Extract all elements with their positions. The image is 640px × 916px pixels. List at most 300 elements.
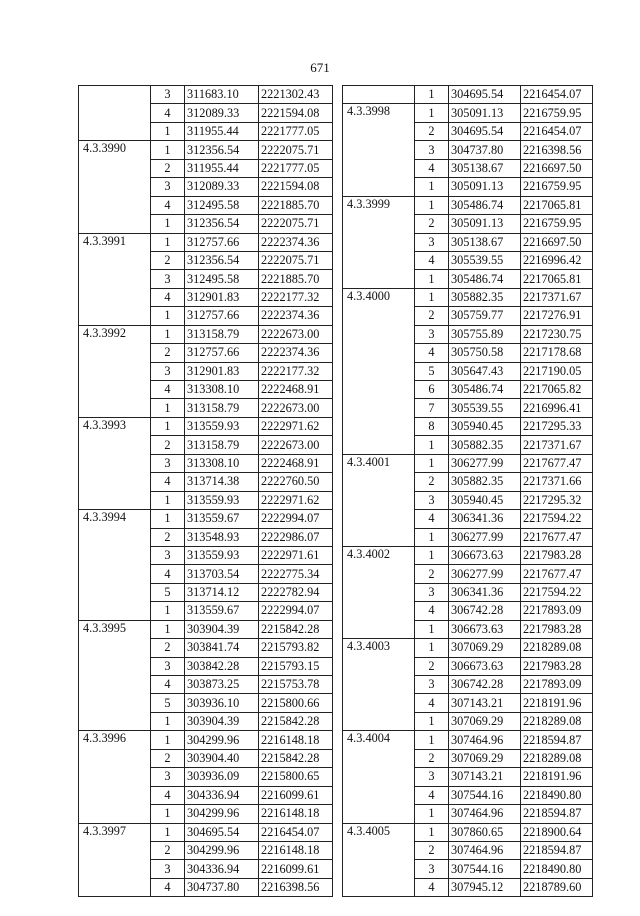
point-number-cell: 1 — [151, 731, 185, 749]
parcel-id-cell: 4.3.4003 — [343, 639, 415, 731]
point-number-cell: 2 — [151, 528, 185, 546]
point-number-cell: 2 — [415, 473, 449, 491]
y-coordinate-cell: 2222971.62 — [259, 491, 333, 509]
point-number-cell: 1 — [415, 196, 449, 214]
y-coordinate-cell: 2217295.32 — [521, 491, 593, 509]
y-coordinate-cell: 2221594.08 — [259, 104, 333, 122]
point-number-cell: 4 — [415, 878, 449, 896]
y-coordinate-cell: 2222468.91 — [259, 454, 333, 472]
point-number-cell: 4 — [415, 694, 449, 712]
y-coordinate-cell: 2218594.87 — [521, 841, 593, 859]
point-number-cell: 1 — [415, 86, 449, 104]
table-row — [343, 823, 593, 841]
x-coordinate-cell: 303936.10 — [185, 694, 259, 712]
table-row — [79, 510, 333, 528]
x-coordinate-cell: 305940.45 — [449, 417, 521, 435]
point-number-cell: 2 — [151, 159, 185, 177]
y-coordinate-cell: 2216148.18 — [259, 805, 333, 823]
table-row — [343, 104, 593, 122]
y-coordinate-cell: 2217178.68 — [521, 344, 593, 362]
x-coordinate-cell: 306673.63 — [449, 657, 521, 675]
x-coordinate-cell: 305091.13 — [449, 215, 521, 233]
point-number-cell: 1 — [415, 823, 449, 841]
point-number-cell: 4 — [415, 159, 449, 177]
point-number-cell: 4 — [151, 473, 185, 491]
x-coordinate-cell: 313308.10 — [185, 381, 259, 399]
table-row — [79, 823, 333, 841]
y-coordinate-cell: 2222971.61 — [259, 546, 333, 564]
parcel-id-cell: 4.3.3998 — [343, 104, 415, 196]
y-coordinate-cell: 2217276.91 — [521, 307, 593, 325]
y-coordinate-cell: 2215842.28 — [259, 620, 333, 638]
y-coordinate-cell: 2217983.28 — [521, 546, 593, 564]
y-coordinate-cell: 2221777.05 — [259, 122, 333, 140]
y-coordinate-cell: 2217295.33 — [521, 417, 593, 435]
y-coordinate-cell: 2217065.81 — [521, 196, 593, 214]
x-coordinate-cell: 303841.74 — [185, 639, 259, 657]
y-coordinate-cell: 2217983.28 — [521, 657, 593, 675]
point-number-cell: 1 — [151, 417, 185, 435]
y-coordinate-cell: 2217371.67 — [521, 288, 593, 306]
x-coordinate-cell: 313559.93 — [185, 546, 259, 564]
y-coordinate-cell: 2222986.07 — [259, 528, 333, 546]
point-number-cell: 4 — [415, 510, 449, 528]
y-coordinate-cell: 2217065.82 — [521, 381, 593, 399]
x-coordinate-cell: 304695.54 — [449, 86, 521, 104]
table-row — [79, 417, 333, 435]
y-coordinate-cell: 2216454.07 — [259, 823, 333, 841]
point-number-cell: 1 — [151, 307, 185, 325]
x-coordinate-cell: 312089.33 — [185, 178, 259, 196]
table-row — [79, 86, 333, 104]
point-number-cell: 1 — [415, 436, 449, 454]
y-coordinate-cell: 2216398.56 — [521, 141, 593, 159]
point-number-cell: 3 — [415, 676, 449, 694]
point-number-cell: 5 — [415, 362, 449, 380]
y-coordinate-cell: 2218191.96 — [521, 694, 593, 712]
point-number-cell: 1 — [415, 104, 449, 122]
x-coordinate-cell: 312495.58 — [185, 196, 259, 214]
y-coordinate-cell: 2215793.82 — [259, 639, 333, 657]
x-coordinate-cell: 307464.96 — [449, 731, 521, 749]
point-number-cell: 1 — [415, 178, 449, 196]
y-coordinate-cell: 2222075.71 — [259, 141, 333, 159]
point-number-cell: 4 — [151, 878, 185, 896]
y-coordinate-cell: 2218789.60 — [521, 878, 593, 896]
x-coordinate-cell: 306742.28 — [449, 602, 521, 620]
table-row — [343, 639, 593, 657]
point-number-cell: 1 — [151, 602, 185, 620]
x-coordinate-cell: 307464.96 — [449, 805, 521, 823]
point-number-cell: 2 — [415, 841, 449, 859]
x-coordinate-cell: 312089.33 — [185, 104, 259, 122]
point-number-cell: 1 — [151, 712, 185, 730]
y-coordinate-cell: 2222374.36 — [259, 344, 333, 362]
x-coordinate-cell: 313548.93 — [185, 528, 259, 546]
x-coordinate-cell: 303873.25 — [185, 676, 259, 694]
y-coordinate-cell: 2217594.22 — [521, 510, 593, 528]
point-number-cell: 2 — [151, 251, 185, 269]
x-coordinate-cell: 305138.67 — [449, 233, 521, 251]
x-coordinate-cell: 305882.35 — [449, 288, 521, 306]
point-number-cell: 2 — [151, 841, 185, 859]
x-coordinate-cell: 305091.13 — [449, 178, 521, 196]
x-coordinate-cell: 304737.80 — [185, 878, 259, 896]
x-coordinate-cell: 311955.44 — [185, 122, 259, 140]
parcel-id-cell: 4.3.4002 — [343, 546, 415, 638]
table-row — [79, 620, 333, 638]
point-number-cell: 3 — [415, 768, 449, 786]
point-number-cell: 2 — [415, 122, 449, 140]
point-number-cell: 3 — [415, 141, 449, 159]
x-coordinate-cell: 305091.13 — [449, 104, 521, 122]
parcel-id-cell: 4.3.3992 — [79, 325, 151, 417]
point-number-cell: 3 — [151, 270, 185, 288]
x-coordinate-cell: 307143.21 — [449, 768, 521, 786]
x-coordinate-cell: 305759.77 — [449, 307, 521, 325]
point-number-cell: 1 — [151, 620, 185, 638]
point-number-cell: 1 — [415, 454, 449, 472]
x-coordinate-cell: 305755.89 — [449, 325, 521, 343]
point-number-cell: 2 — [151, 639, 185, 657]
point-number-cell: 5 — [151, 694, 185, 712]
point-number-cell: 1 — [151, 325, 185, 343]
x-coordinate-cell: 312356.54 — [185, 141, 259, 159]
x-coordinate-cell: 305539.55 — [449, 399, 521, 417]
point-number-cell: 4 — [151, 196, 185, 214]
y-coordinate-cell: 2221777.05 — [259, 159, 333, 177]
point-number-cell: 4 — [151, 288, 185, 306]
y-coordinate-cell: 2216759.95 — [521, 215, 593, 233]
point-number-cell: 4 — [415, 251, 449, 269]
point-number-cell: 4 — [151, 565, 185, 583]
y-coordinate-cell: 2222971.62 — [259, 417, 333, 435]
parcel-id-cell: 4.3.4004 — [343, 731, 415, 823]
x-coordinate-cell: 313703.54 — [185, 565, 259, 583]
point-number-cell: 3 — [151, 178, 185, 196]
x-coordinate-cell: 303936.09 — [185, 768, 259, 786]
y-coordinate-cell: 2215800.66 — [259, 694, 333, 712]
x-coordinate-cell: 307860.65 — [449, 823, 521, 841]
point-number-cell: 3 — [151, 546, 185, 564]
y-coordinate-cell: 2216759.95 — [521, 104, 593, 122]
x-coordinate-cell: 304695.54 — [185, 823, 259, 841]
point-number-cell: 4 — [151, 786, 185, 804]
point-number-cell: 3 — [151, 768, 185, 786]
x-coordinate-cell: 313559.67 — [185, 602, 259, 620]
x-coordinate-cell: 305882.35 — [449, 436, 521, 454]
x-coordinate-cell: 312901.83 — [185, 288, 259, 306]
y-coordinate-cell: 2216996.41 — [521, 399, 593, 417]
point-number-cell: 4 — [151, 104, 185, 122]
x-coordinate-cell: 304695.54 — [449, 122, 521, 140]
y-coordinate-cell: 2217190.05 — [521, 362, 593, 380]
parcel-id-cell: 4.3.3993 — [79, 417, 151, 509]
x-coordinate-cell: 304299.96 — [185, 805, 259, 823]
y-coordinate-cell: 2222994.07 — [259, 510, 333, 528]
y-coordinate-cell: 2221885.70 — [259, 196, 333, 214]
x-coordinate-cell: 311683.10 — [185, 86, 259, 104]
point-number-cell: 1 — [415, 528, 449, 546]
point-number-cell: 1 — [415, 712, 449, 730]
point-number-cell: 3 — [415, 233, 449, 251]
x-coordinate-cell: 312757.66 — [185, 307, 259, 325]
point-number-cell: 1 — [415, 288, 449, 306]
y-coordinate-cell: 2218594.87 — [521, 805, 593, 823]
y-coordinate-cell: 2216996.42 — [521, 251, 593, 269]
y-coordinate-cell: 2221594.08 — [259, 178, 333, 196]
x-coordinate-cell: 307464.96 — [449, 841, 521, 859]
y-coordinate-cell: 2222782.94 — [259, 583, 333, 601]
x-coordinate-cell: 312356.54 — [185, 251, 259, 269]
y-coordinate-cell: 2222468.91 — [259, 381, 333, 399]
y-coordinate-cell: 2217677.47 — [521, 565, 593, 583]
y-coordinate-cell: 2218289.08 — [521, 712, 593, 730]
y-coordinate-cell: 2216148.18 — [259, 731, 333, 749]
x-coordinate-cell: 307544.16 — [449, 786, 521, 804]
x-coordinate-cell: 305486.74 — [449, 270, 521, 288]
point-number-cell: 2 — [415, 307, 449, 325]
parcel-id-cell — [79, 86, 151, 141]
point-number-cell: 8 — [415, 417, 449, 435]
parcel-id-cell: 4.3.4000 — [343, 288, 415, 454]
table-row — [79, 325, 333, 343]
parcel-id-cell — [343, 86, 415, 104]
x-coordinate-cell: 303904.39 — [185, 620, 259, 638]
y-coordinate-cell: 2217893.09 — [521, 676, 593, 694]
point-number-cell: 1 — [151, 141, 185, 159]
x-coordinate-cell: 306277.99 — [449, 454, 521, 472]
point-number-cell: 6 — [415, 381, 449, 399]
x-coordinate-cell: 306341.36 — [449, 583, 521, 601]
y-coordinate-cell: 2222760.50 — [259, 473, 333, 491]
parcel-id-cell: 4.3.4001 — [343, 454, 415, 546]
table-row — [343, 288, 593, 306]
x-coordinate-cell: 305138.67 — [449, 159, 521, 177]
x-coordinate-cell: 307069.29 — [449, 712, 521, 730]
x-coordinate-cell: 305486.74 — [449, 196, 521, 214]
point-number-cell: 3 — [151, 362, 185, 380]
x-coordinate-cell: 303904.40 — [185, 749, 259, 767]
y-coordinate-cell: 2217230.75 — [521, 325, 593, 343]
y-coordinate-cell: 2222177.32 — [259, 288, 333, 306]
y-coordinate-cell: 2222673.00 — [259, 399, 333, 417]
point-number-cell: 2 — [151, 436, 185, 454]
x-coordinate-cell: 305647.43 — [449, 362, 521, 380]
y-coordinate-cell: 2222075.71 — [259, 215, 333, 233]
x-coordinate-cell: 306673.63 — [449, 546, 521, 564]
x-coordinate-cell: 305882.35 — [449, 473, 521, 491]
point-number-cell: 3 — [415, 491, 449, 509]
x-coordinate-cell: 313559.93 — [185, 491, 259, 509]
point-number-cell: 1 — [415, 639, 449, 657]
x-coordinate-cell: 312757.66 — [185, 344, 259, 362]
x-coordinate-cell: 307143.21 — [449, 694, 521, 712]
x-coordinate-cell: 311955.44 — [185, 159, 259, 177]
parcel-id-cell: 4.3.3997 — [79, 823, 151, 897]
point-number-cell: 2 — [415, 565, 449, 583]
x-coordinate-cell: 304299.96 — [185, 841, 259, 859]
point-number-cell: 1 — [415, 620, 449, 638]
x-coordinate-cell: 303842.28 — [185, 657, 259, 675]
x-coordinate-cell: 304336.94 — [185, 860, 259, 878]
point-number-cell: 3 — [151, 454, 185, 472]
parcel-id-cell: 4.3.3996 — [79, 731, 151, 823]
point-number-cell: 1 — [151, 491, 185, 509]
y-coordinate-cell: 2216759.95 — [521, 178, 593, 196]
x-coordinate-cell: 306673.63 — [449, 620, 521, 638]
y-coordinate-cell: 2216697.50 — [521, 233, 593, 251]
x-coordinate-cell: 306341.36 — [449, 510, 521, 528]
point-number-cell: 2 — [415, 215, 449, 233]
y-coordinate-cell: 2215800.65 — [259, 768, 333, 786]
x-coordinate-cell: 307945.12 — [449, 878, 521, 896]
y-coordinate-cell: 2216099.61 — [259, 860, 333, 878]
point-number-cell: 3 — [151, 860, 185, 878]
parcel-id-cell: 4.3.3995 — [79, 620, 151, 731]
x-coordinate-cell: 313714.38 — [185, 473, 259, 491]
y-coordinate-cell: 2222994.07 — [259, 602, 333, 620]
point-number-cell: 2 — [415, 657, 449, 675]
point-number-cell: 2 — [415, 749, 449, 767]
x-coordinate-cell: 312901.83 — [185, 362, 259, 380]
x-coordinate-cell: 313559.93 — [185, 417, 259, 435]
x-coordinate-cell: 313559.67 — [185, 510, 259, 528]
table-row — [343, 546, 593, 564]
y-coordinate-cell: 2217371.67 — [521, 436, 593, 454]
x-coordinate-cell: 313158.79 — [185, 399, 259, 417]
point-number-cell: 4 — [151, 676, 185, 694]
y-coordinate-cell: 2222673.00 — [259, 436, 333, 454]
point-number-cell: 1 — [151, 823, 185, 841]
y-coordinate-cell: 2215793.15 — [259, 657, 333, 675]
x-coordinate-cell: 304336.94 — [185, 786, 259, 804]
parcel-id-cell: 4.3.3991 — [79, 233, 151, 325]
point-number-cell: 4 — [415, 344, 449, 362]
y-coordinate-cell: 2217677.47 — [521, 454, 593, 472]
point-number-cell: 2 — [151, 344, 185, 362]
y-coordinate-cell: 2218490.80 — [521, 860, 593, 878]
point-number-cell: 4 — [151, 381, 185, 399]
point-number-cell: 1 — [151, 399, 185, 417]
x-coordinate-cell: 307069.29 — [449, 639, 521, 657]
y-coordinate-cell: 2218594.87 — [521, 731, 593, 749]
x-coordinate-cell: 313308.10 — [185, 454, 259, 472]
x-coordinate-cell: 305486.74 — [449, 381, 521, 399]
point-number-cell: 1 — [151, 510, 185, 528]
y-coordinate-cell: 2222374.36 — [259, 307, 333, 325]
point-number-cell: 1 — [151, 215, 185, 233]
y-coordinate-cell: 2222775.34 — [259, 565, 333, 583]
y-coordinate-cell: 2216148.18 — [259, 841, 333, 859]
x-coordinate-cell: 307069.29 — [449, 749, 521, 767]
table-row — [343, 196, 593, 214]
y-coordinate-cell: 2215842.28 — [259, 749, 333, 767]
y-coordinate-cell: 2216454.07 — [521, 122, 593, 140]
point-number-cell: 3 — [151, 657, 185, 675]
y-coordinate-cell: 2215753.78 — [259, 676, 333, 694]
x-coordinate-cell: 313158.79 — [185, 325, 259, 343]
point-number-cell: 1 — [415, 270, 449, 288]
table-row — [343, 86, 593, 104]
y-coordinate-cell: 2217371.66 — [521, 473, 593, 491]
table-row — [343, 454, 593, 472]
y-coordinate-cell: 2216697.50 — [521, 159, 593, 177]
coordinates-table-left — [78, 85, 333, 897]
point-number-cell: 7 — [415, 399, 449, 417]
y-coordinate-cell: 2216099.61 — [259, 786, 333, 804]
x-coordinate-cell: 307544.16 — [449, 860, 521, 878]
x-coordinate-cell: 306277.99 — [449, 528, 521, 546]
x-coordinate-cell: 305539.55 — [449, 251, 521, 269]
x-coordinate-cell: 304737.80 — [449, 141, 521, 159]
x-coordinate-cell: 313714.12 — [185, 583, 259, 601]
point-number-cell: 4 — [415, 786, 449, 804]
table-row — [79, 233, 333, 251]
coordinates-table-right — [342, 85, 593, 897]
x-coordinate-cell: 305750.58 — [449, 344, 521, 362]
point-number-cell: 5 — [151, 583, 185, 601]
point-number-cell: 1 — [415, 731, 449, 749]
parcel-id-cell: 4.3.3999 — [343, 196, 415, 288]
x-coordinate-cell: 303904.39 — [185, 712, 259, 730]
y-coordinate-cell: 2216398.56 — [259, 878, 333, 896]
y-coordinate-cell: 2217065.81 — [521, 270, 593, 288]
y-coordinate-cell: 2217983.28 — [521, 620, 593, 638]
x-coordinate-cell: 313158.79 — [185, 436, 259, 454]
y-coordinate-cell: 2217677.47 — [521, 528, 593, 546]
point-number-cell: 3 — [415, 860, 449, 878]
y-coordinate-cell: 2221302.43 — [259, 86, 333, 104]
y-coordinate-cell: 2222374.36 — [259, 233, 333, 251]
table-row — [343, 731, 593, 749]
point-number-cell: 3 — [151, 86, 185, 104]
y-coordinate-cell: 2218900.64 — [521, 823, 593, 841]
y-coordinate-cell: 2215842.28 — [259, 712, 333, 730]
x-coordinate-cell: 312495.58 — [185, 270, 259, 288]
parcel-id-cell: 4.3.3990 — [79, 141, 151, 233]
x-coordinate-cell: 306742.28 — [449, 676, 521, 694]
parcel-id-cell: 4.3.3994 — [79, 510, 151, 621]
x-coordinate-cell: 312757.66 — [185, 233, 259, 251]
y-coordinate-cell: 2221885.70 — [259, 270, 333, 288]
y-coordinate-cell: 2218289.08 — [521, 749, 593, 767]
point-number-cell: 3 — [415, 325, 449, 343]
y-coordinate-cell: 2222177.32 — [259, 362, 333, 380]
point-number-cell: 1 — [151, 233, 185, 251]
table-row — [79, 731, 333, 749]
point-number-cell: 1 — [415, 546, 449, 564]
point-number-cell: 1 — [151, 122, 185, 140]
point-number-cell: 2 — [151, 749, 185, 767]
point-number-cell: 3 — [415, 583, 449, 601]
y-coordinate-cell: 2217893.09 — [521, 602, 593, 620]
y-coordinate-cell: 2218490.80 — [521, 786, 593, 804]
y-coordinate-cell: 2218289.08 — [521, 639, 593, 657]
x-coordinate-cell: 306277.99 — [449, 565, 521, 583]
parcel-id-cell: 4.3.4005 — [343, 823, 415, 897]
x-coordinate-cell: 305940.45 — [449, 491, 521, 509]
y-coordinate-cell: 2217594.22 — [521, 583, 593, 601]
point-number-cell: 4 — [415, 602, 449, 620]
x-coordinate-cell: 312356.54 — [185, 215, 259, 233]
table-row — [79, 141, 333, 159]
point-number-cell: 1 — [151, 805, 185, 823]
x-coordinate-cell: 304299.96 — [185, 731, 259, 749]
y-coordinate-cell: 2222673.00 — [259, 325, 333, 343]
y-coordinate-cell: 2222075.71 — [259, 251, 333, 269]
page-number: 671 — [310, 60, 330, 75]
